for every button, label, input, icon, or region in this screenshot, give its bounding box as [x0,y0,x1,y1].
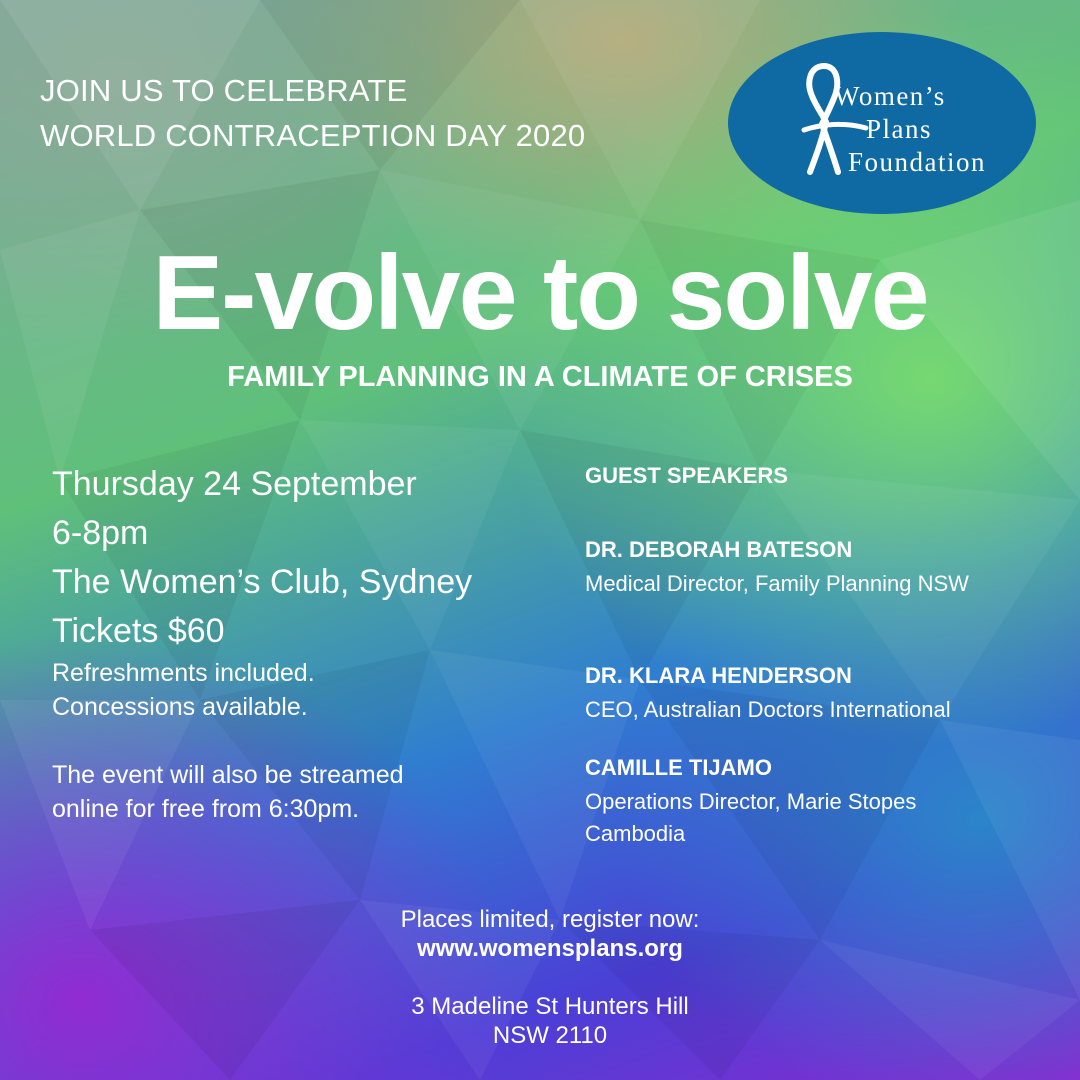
logo-word-plans: Plans [866,114,933,144]
event-details [52,460,562,826]
speaker-name: DR. KLARA HENDERSON [585,663,852,688]
speaker-item [585,532,1055,600]
tagline [40,68,585,158]
speaker-item [585,750,1055,850]
event-time: 6-8pm [52,514,149,552]
speaker-role: CEO, Australian Doctors International [585,697,951,722]
speaker-name: CAMILLE TIJAMO [585,755,772,780]
stream-note-line-2: online for free from 6:30pm. [52,795,360,823]
event-refreshments: Refreshments included. [52,659,315,687]
speaker-role: Operations Director, Marie Stopes [585,789,917,814]
logo-word-foundation: Foundation [848,147,987,177]
event-date: Thursday 24 September [52,465,417,503]
logo-word-womens: Women’s [834,81,946,111]
stream-note-line-1: The event will also be streamed [52,761,404,789]
address-line-1: 3 Madeline St Hunters Hill [411,993,689,1020]
event-tickets: Tickets $60 [52,612,225,650]
register-text: Places limited, register now: [400,906,700,933]
speaker-role-continued: Cambodia [585,821,686,846]
stream-note [52,758,562,826]
speaker-name: DR. DEBORAH BATESON [585,537,853,562]
foundation-logo [726,30,1038,216]
tagline-line-2: WORLD CONTRACEPTION DAY 2020 [40,118,586,153]
speakers-heading: GUEST SPEAKERS [585,463,788,488]
subheadline: FAMILY PLANNING IN A CLIMATE OF CRISES [227,361,853,393]
speaker-item [585,658,1055,726]
event-concessions: Concessions available. [52,693,308,721]
guest-speakers [585,458,1055,850]
registration-footer [280,905,820,1050]
address-line-2: NSW 2110 [492,1022,608,1049]
event-venue: The Women’s Club, Sydney [52,563,473,601]
logo-wordmark [834,80,1034,179]
tagline-line-1: JOIN US TO CELEBRATE [40,73,408,108]
register-link[interactable]: www.womensplans.org [417,935,683,962]
speaker-role: Medical Director, Family Planning NSW [585,571,969,596]
headline: E-volve to solve [152,234,928,352]
